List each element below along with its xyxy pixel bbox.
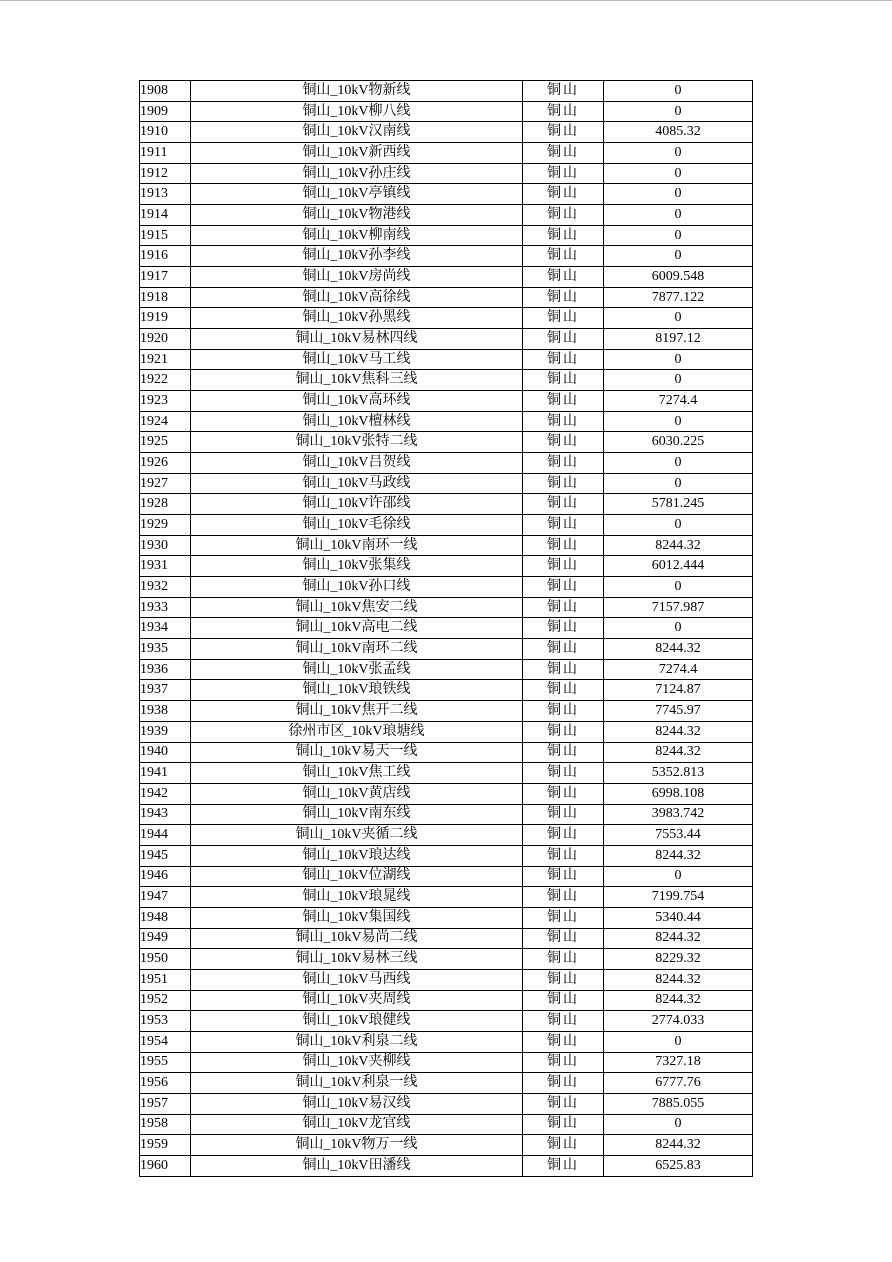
cell-row-number: 1909: [140, 101, 191, 122]
table-row: [140, 577, 753, 598]
cell-line-name: 铜山_10kV琅晁线: [191, 887, 523, 908]
table-row: [140, 494, 753, 515]
cell-line-name: 铜山_10kV孙口线: [191, 577, 523, 598]
cell-region: 铜山: [523, 143, 604, 164]
cell-row-number: 1942: [140, 783, 191, 804]
cell-row-number: 1908: [140, 81, 191, 102]
cell-value: 8244.32: [604, 535, 753, 556]
cell-value: 8244.32: [604, 721, 753, 742]
cell-line-name: 铜山_10kV夹柳线: [191, 1052, 523, 1073]
cell-line-name: 铜山_10kV孙庄线: [191, 163, 523, 184]
table-row: [140, 101, 753, 122]
table-row: [140, 721, 753, 742]
table-row: [140, 618, 753, 639]
cell-value: 7553.44: [604, 825, 753, 846]
cell-region: 铜山: [523, 618, 604, 639]
cell-line-name: 铜山_10kV马西线: [191, 969, 523, 990]
table-row: [140, 990, 753, 1011]
cell-row-number: 1919: [140, 308, 191, 329]
table-row: [140, 907, 753, 928]
cell-value: 0: [604, 473, 753, 494]
table-row: [140, 225, 753, 246]
table-row: [140, 535, 753, 556]
cell-region: 铜山: [523, 990, 604, 1011]
cell-value: 7274.4: [604, 391, 753, 412]
cell-value: 6030.225: [604, 432, 753, 453]
cell-line-name: 铜山_10kV南东线: [191, 804, 523, 825]
cell-line-name: 铜山_10kV许邵线: [191, 494, 523, 515]
page-top-border: [0, 0, 892, 1]
cell-line-name: 铜山_10kV南环一线: [191, 535, 523, 556]
table-row: [140, 453, 753, 474]
cell-region: 铜山: [523, 1031, 604, 1052]
cell-value: 0: [604, 866, 753, 887]
cell-region: 铜山: [523, 1135, 604, 1156]
cell-row-number: 1941: [140, 763, 191, 784]
cell-line-name: 铜山_10kV琅健线: [191, 1011, 523, 1032]
cell-line-name: 铜山_10kV吕贺线: [191, 453, 523, 474]
cell-value: 0: [604, 577, 753, 598]
table-row: [140, 349, 753, 370]
cell-row-number: 1931: [140, 556, 191, 577]
table-row: [140, 1073, 753, 1094]
cell-line-name: 铜山_10kV张特二线: [191, 432, 523, 453]
cell-line-name: 铜山_10kV琅铁线: [191, 680, 523, 701]
cell-value: 7199.754: [604, 887, 753, 908]
table-row: [140, 1031, 753, 1052]
cell-value: 8244.32: [604, 639, 753, 660]
cell-region: 铜山: [523, 246, 604, 267]
cell-line-name: 铜山_10kV房尚线: [191, 267, 523, 288]
cell-region: 铜山: [523, 391, 604, 412]
cell-line-name: 铜山_10kV位湖线: [191, 866, 523, 887]
cell-line-name: 铜山_10kV高徐线: [191, 287, 523, 308]
table-row: [140, 1135, 753, 1156]
cell-value: 0: [604, 1114, 753, 1135]
table-row: [140, 411, 753, 432]
cell-line-name: 铜山_10kV琅达线: [191, 845, 523, 866]
cell-row-number: 1917: [140, 267, 191, 288]
cell-value: 0: [604, 225, 753, 246]
cell-line-name: 铜山_10kV张孟线: [191, 659, 523, 680]
cell-region: 铜山: [523, 742, 604, 763]
cell-region: 铜山: [523, 721, 604, 742]
cell-line-name: 铜山_10kV物万一线: [191, 1135, 523, 1156]
cell-value: 7327.18: [604, 1052, 753, 1073]
table-row: [140, 515, 753, 536]
cell-value: 6009.548: [604, 267, 753, 288]
cell-region: 铜山: [523, 267, 604, 288]
cell-row-number: 1933: [140, 597, 191, 618]
cell-row-number: 1930: [140, 535, 191, 556]
cell-value: 3983.742: [604, 804, 753, 825]
cell-row-number: 1937: [140, 680, 191, 701]
cell-row-number: 1954: [140, 1031, 191, 1052]
cell-line-name: 铜山_10kV焦开二线: [191, 701, 523, 722]
table-row: [140, 122, 753, 143]
cell-region: 铜山: [523, 866, 604, 887]
cell-row-number: 1953: [140, 1011, 191, 1032]
cell-region: 铜山: [523, 349, 604, 370]
cell-value: 8197.12: [604, 329, 753, 350]
cell-region: 铜山: [523, 639, 604, 660]
cell-region: 铜山: [523, 1073, 604, 1094]
cell-region: 铜山: [523, 1155, 604, 1176]
table-row: [140, 81, 753, 102]
table-row: [140, 370, 753, 391]
cell-value: 0: [604, 1031, 753, 1052]
cell-region: 铜山: [523, 308, 604, 329]
table-row: [140, 143, 753, 164]
table-row: [140, 804, 753, 825]
cell-row-number: 1915: [140, 225, 191, 246]
cell-line-name: 铜山_10kV高电二线: [191, 618, 523, 639]
cell-value: 0: [604, 349, 753, 370]
cell-region: 铜山: [523, 577, 604, 598]
cell-row-number: 1926: [140, 453, 191, 474]
table-row: [140, 639, 753, 660]
cell-line-name: 铜山_10kV马工线: [191, 349, 523, 370]
table-row: [140, 432, 753, 453]
cell-value: 6525.83: [604, 1155, 753, 1176]
cell-line-name: 铜山_10kV黄店线: [191, 783, 523, 804]
cell-value: 7124.87: [604, 680, 753, 701]
cell-line-name: 铜山_10kV汉南线: [191, 122, 523, 143]
cell-line-name: 铜山_10kV夹循二线: [191, 825, 523, 846]
cell-row-number: 1924: [140, 411, 191, 432]
cell-line-name: 铜山_10kV张集线: [191, 556, 523, 577]
cell-row-number: 1925: [140, 432, 191, 453]
cell-row-number: 1940: [140, 742, 191, 763]
cell-value: 8244.32: [604, 990, 753, 1011]
table-row: [140, 763, 753, 784]
table-row: [140, 1052, 753, 1073]
cell-line-name: 铜山_10kV物新线: [191, 81, 523, 102]
cell-value: 7745.97: [604, 701, 753, 722]
cell-row-number: 1957: [140, 1093, 191, 1114]
table-row: [140, 969, 753, 990]
cell-region: 铜山: [523, 659, 604, 680]
cell-region: 铜山: [523, 1093, 604, 1114]
cell-row-number: 1960: [140, 1155, 191, 1176]
cell-value: 5340.44: [604, 907, 753, 928]
cell-value: 8244.32: [604, 742, 753, 763]
cell-row-number: 1928: [140, 494, 191, 515]
cell-value: 6777.76: [604, 1073, 753, 1094]
cell-line-name: 铜山_10kV易尚二线: [191, 928, 523, 949]
cell-region: 铜山: [523, 101, 604, 122]
cell-row-number: 1945: [140, 845, 191, 866]
cell-region: 铜山: [523, 122, 604, 143]
cell-value: 0: [604, 370, 753, 391]
cell-row-number: 1929: [140, 515, 191, 536]
cell-line-name: 铜山_10kV南环二线: [191, 639, 523, 660]
cell-row-number: 1914: [140, 205, 191, 226]
cell-line-name: 铜山_10kV新西线: [191, 143, 523, 164]
cell-region: 铜山: [523, 701, 604, 722]
line-data-table: [139, 80, 753, 1177]
cell-line-name: 铜山_10kV焦科三线: [191, 370, 523, 391]
table-row: [140, 287, 753, 308]
cell-row-number: 1916: [140, 246, 191, 267]
cell-value: 6012.444: [604, 556, 753, 577]
cell-value: 0: [604, 184, 753, 205]
cell-row-number: 1946: [140, 866, 191, 887]
cell-row-number: 1911: [140, 143, 191, 164]
cell-value: 8229.32: [604, 949, 753, 970]
cell-region: 铜山: [523, 453, 604, 474]
cell-row-number: 1944: [140, 825, 191, 846]
cell-region: 铜山: [523, 845, 604, 866]
table-row: [140, 597, 753, 618]
cell-line-name: 铜山_10kV孙黑线: [191, 308, 523, 329]
table-row: [140, 680, 753, 701]
cell-region: 铜山: [523, 163, 604, 184]
cell-region: 铜山: [523, 287, 604, 308]
cell-region: 铜山: [523, 411, 604, 432]
cell-row-number: 1955: [140, 1052, 191, 1073]
table-row: [140, 329, 753, 350]
cell-region: 铜山: [523, 1011, 604, 1032]
cell-region: 铜山: [523, 556, 604, 577]
cell-row-number: 1958: [140, 1114, 191, 1135]
cell-value: 0: [604, 411, 753, 432]
table-row: [140, 742, 753, 763]
cell-value: 8244.32: [604, 845, 753, 866]
cell-line-name: 铜山_10kV焦安二线: [191, 597, 523, 618]
cell-region: 铜山: [523, 535, 604, 556]
cell-line-name: 铜山_10kV焦工线: [191, 763, 523, 784]
table-row: [140, 928, 753, 949]
cell-value: 0: [604, 618, 753, 639]
cell-line-name: 徐州市区_10kV琅塘线: [191, 721, 523, 742]
cell-row-number: 1934: [140, 618, 191, 639]
cell-row-number: 1935: [140, 639, 191, 660]
cell-line-name: 铜山_10kV易天一线: [191, 742, 523, 763]
cell-value: 0: [604, 81, 753, 102]
table-row: [140, 949, 753, 970]
cell-row-number: 1951: [140, 969, 191, 990]
cell-line-name: 铜山_10kV柳八线: [191, 101, 523, 122]
cell-line-name: 铜山_10kV易汉线: [191, 1093, 523, 1114]
cell-line-name: 铜山_10kV高环线: [191, 391, 523, 412]
cell-region: 铜山: [523, 515, 604, 536]
cell-row-number: 1952: [140, 990, 191, 1011]
table-body: [140, 81, 753, 1177]
table-row: [140, 866, 753, 887]
cell-region: 铜山: [523, 473, 604, 494]
cell-value: 8244.32: [604, 1135, 753, 1156]
cell-row-number: 1932: [140, 577, 191, 598]
cell-row-number: 1913: [140, 184, 191, 205]
cell-row-number: 1923: [140, 391, 191, 412]
cell-value: 5781.245: [604, 494, 753, 515]
cell-line-name: 铜山_10kV亭镇线: [191, 184, 523, 205]
cell-region: 铜山: [523, 949, 604, 970]
cell-line-name: 铜山_10kV檀林线: [191, 411, 523, 432]
cell-value: 0: [604, 205, 753, 226]
table-row: [140, 391, 753, 412]
cell-value: 0: [604, 453, 753, 474]
cell-region: 铜山: [523, 680, 604, 701]
cell-region: 铜山: [523, 804, 604, 825]
cell-value: 7877.122: [604, 287, 753, 308]
cell-value: 7274.4: [604, 659, 753, 680]
cell-line-name: 铜山_10kV柳南线: [191, 225, 523, 246]
cell-value: 0: [604, 308, 753, 329]
cell-line-name: 铜山_10kV易林四线: [191, 329, 523, 350]
cell-line-name: 铜山_10kV集国线: [191, 907, 523, 928]
cell-value: 4085.32: [604, 122, 753, 143]
cell-line-name: 铜山_10kV龙官线: [191, 1114, 523, 1135]
cell-row-number: 1947: [140, 887, 191, 908]
cell-region: 铜山: [523, 597, 604, 618]
cell-row-number: 1949: [140, 928, 191, 949]
cell-row-number: 1920: [140, 329, 191, 350]
cell-row-number: 1927: [140, 473, 191, 494]
cell-value: 8244.32: [604, 969, 753, 990]
cell-region: 铜山: [523, 370, 604, 391]
table-row: [140, 473, 753, 494]
cell-value: 0: [604, 163, 753, 184]
cell-line-name: 铜山_10kV利泉一线: [191, 1073, 523, 1094]
cell-region: 铜山: [523, 81, 604, 102]
cell-row-number: 1939: [140, 721, 191, 742]
table-row: [140, 887, 753, 908]
table-row: [140, 184, 753, 205]
cell-line-name: 铜山_10kV易林三线: [191, 949, 523, 970]
cell-region: 铜山: [523, 825, 604, 846]
cell-row-number: 1921: [140, 349, 191, 370]
cell-value: 8244.32: [604, 928, 753, 949]
table-row: [140, 163, 753, 184]
cell-region: 铜山: [523, 432, 604, 453]
table-row: [140, 1155, 753, 1176]
cell-line-name: 铜山_10kV夹周线: [191, 990, 523, 1011]
cell-value: 7157.987: [604, 597, 753, 618]
cell-region: 铜山: [523, 329, 604, 350]
cell-line-name: 铜山_10kV物港线: [191, 205, 523, 226]
cell-value: 0: [604, 515, 753, 536]
cell-region: 铜山: [523, 928, 604, 949]
cell-region: 铜山: [523, 184, 604, 205]
cell-region: 铜山: [523, 969, 604, 990]
cell-value: 5352.813: [604, 763, 753, 784]
cell-value: 0: [604, 143, 753, 164]
cell-region: 铜山: [523, 205, 604, 226]
cell-line-name: 铜山_10kV毛徐线: [191, 515, 523, 536]
cell-row-number: 1959: [140, 1135, 191, 1156]
table-row: [140, 845, 753, 866]
table-row: [140, 1011, 753, 1032]
cell-value: 0: [604, 246, 753, 267]
cell-region: 铜山: [523, 887, 604, 908]
cell-row-number: 1918: [140, 287, 191, 308]
cell-row-number: 1922: [140, 370, 191, 391]
cell-row-number: 1948: [140, 907, 191, 928]
table-row: [140, 267, 753, 288]
cell-value: 2774.033: [604, 1011, 753, 1032]
cell-row-number: 1956: [140, 1073, 191, 1094]
table-row: [140, 246, 753, 267]
cell-line-name: 铜山_10kV马政线: [191, 473, 523, 494]
cell-line-name: 铜山_10kV孙李线: [191, 246, 523, 267]
cell-row-number: 1910: [140, 122, 191, 143]
table-row: [140, 1093, 753, 1114]
table-row: [140, 308, 753, 329]
cell-region: 铜山: [523, 494, 604, 515]
cell-row-number: 1938: [140, 701, 191, 722]
cell-row-number: 1912: [140, 163, 191, 184]
cell-row-number: 1936: [140, 659, 191, 680]
cell-region: 铜山: [523, 763, 604, 784]
table-row: [140, 556, 753, 577]
cell-row-number: 1943: [140, 804, 191, 825]
cell-value: 0: [604, 101, 753, 122]
table-row: [140, 1114, 753, 1135]
table-row: [140, 701, 753, 722]
cell-value: 6998.108: [604, 783, 753, 804]
cell-line-name: 铜山_10kV田潘线: [191, 1155, 523, 1176]
cell-region: 铜山: [523, 1114, 604, 1135]
table-row: [140, 825, 753, 846]
table-row: [140, 783, 753, 804]
cell-region: 铜山: [523, 907, 604, 928]
cell-region: 铜山: [523, 1052, 604, 1073]
cell-region: 铜山: [523, 783, 604, 804]
table-row: [140, 205, 753, 226]
cell-region: 铜山: [523, 225, 604, 246]
cell-row-number: 1950: [140, 949, 191, 970]
cell-line-name: 铜山_10kV利泉二线: [191, 1031, 523, 1052]
table-row: [140, 659, 753, 680]
cell-value: 7885.055: [604, 1093, 753, 1114]
